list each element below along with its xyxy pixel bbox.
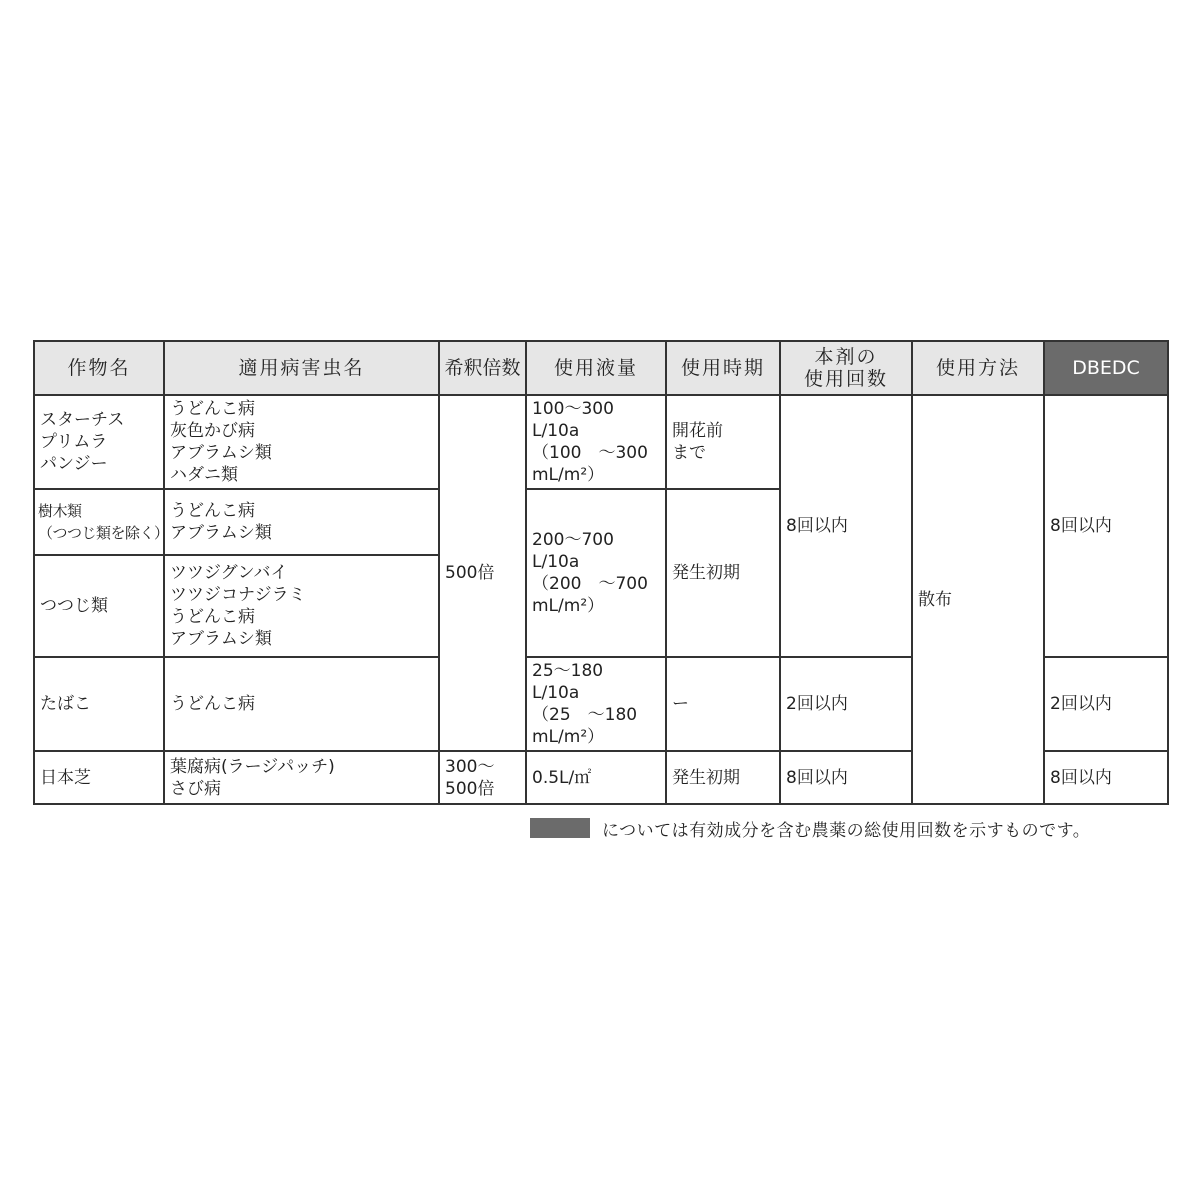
cell-amount: 25～180 L/10a （25 ～180 mL/m²） <box>526 657 666 751</box>
cell-pest: ツツジグンバイ ツツジコナジラミ うどんこ病 アブラムシ類 <box>164 555 439 657</box>
cell-pest: うどんこ病 灰色かび病 アブラムシ類 ハダニ類 <box>164 395 439 489</box>
cell-timing: 発生初期 <box>666 751 780 804</box>
cell-timing: ー <box>666 657 780 751</box>
cell-crop: 樹木類 （つつじ類を除く） <box>34 489 164 555</box>
legend <box>530 816 1090 840</box>
cell-pest: 葉腐病(ラージパッチ) さび病 <box>164 751 439 804</box>
cell-dbedc: 8回以内 <box>1044 751 1168 804</box>
cell-timing: 開花前 まで <box>666 395 780 489</box>
cell-dilution: 300～ 500倍 <box>439 751 526 804</box>
cell-amount: 200～700 L/10a （200 ～700 mL/m²） <box>526 489 666 657</box>
cell-amount: 0.5L/㎡ <box>526 751 666 804</box>
cell-count: 8回以内 <box>780 751 912 804</box>
pesticide-usage-table <box>33 340 1169 805</box>
cell-dbedc: 2回以内 <box>1044 657 1168 751</box>
legend-swatch <box>530 818 590 838</box>
cell-count: 2回以内 <box>780 657 912 751</box>
cell-crop: スターチス プリムラ パンジー <box>34 395 164 489</box>
cell-dilution: 500倍 <box>439 395 526 751</box>
legend-text: については有効成分を含む農薬の総使用回数を示すものです。 <box>602 820 1091 841</box>
header-timing: 使用時期 <box>666 341 780 395</box>
cell-amount: 100～300 L/10a （100 ～300 mL/m²） <box>526 395 666 489</box>
cell-crop: つつじ類 <box>34 555 164 657</box>
header-count: 本剤の 使用回数 <box>780 341 912 395</box>
header-dbedc: DBEDC <box>1044 341 1168 395</box>
header-pest: 適用病害虫名 <box>164 341 439 395</box>
cell-method: 散布 <box>912 395 1044 804</box>
cell-crop: たばこ <box>34 657 164 751</box>
cell-pest: うどんこ病 アブラムシ類 <box>164 489 439 555</box>
cell-pest: うどんこ病 <box>164 657 439 751</box>
header-crop: 作物名 <box>34 341 164 395</box>
table-row <box>34 395 1168 489</box>
cell-crop: 日本芝 <box>34 751 164 804</box>
cell-dbedc: 8回以内 <box>1044 395 1168 657</box>
header-dilution: 希釈倍数 <box>439 341 526 395</box>
cell-count: 8回以内 <box>780 395 912 657</box>
header-row <box>34 341 1168 395</box>
cell-timing: 発生初期 <box>666 489 780 657</box>
header-method: 使用方法 <box>912 341 1044 395</box>
header-amount: 使用液量 <box>526 341 666 395</box>
